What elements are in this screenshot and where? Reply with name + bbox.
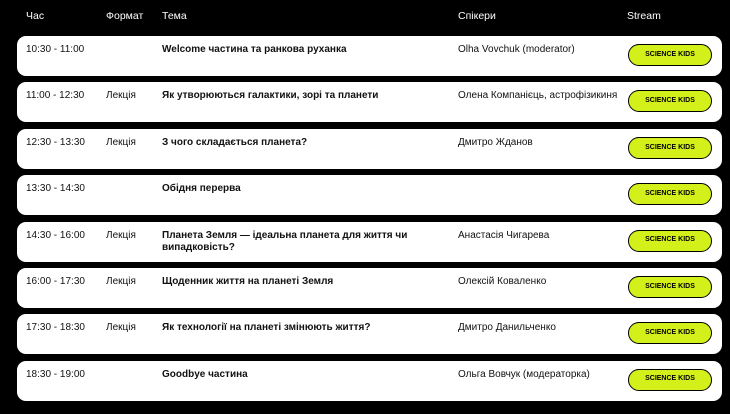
stream-button[interactable]: SCIENCE KIDS (628, 276, 712, 298)
stream-button[interactable]: SCIENCE KIDS (628, 230, 712, 252)
session-format: Лекція (106, 275, 136, 287)
schedule-row (17, 82, 722, 122)
stream-button[interactable]: SCIENCE KIDS (628, 90, 712, 112)
header-stream: Stream (627, 10, 661, 22)
header-speakers: Спікери (458, 10, 496, 22)
schedule-row (17, 175, 722, 215)
schedule-list (17, 36, 722, 407)
schedule-row (17, 314, 722, 354)
session-topic: Goodbye частина (162, 368, 248, 380)
session-topic: Щоденник життя на планеті Земля (162, 275, 334, 287)
header-time: Час (26, 10, 45, 22)
session-time: 17:30 - 18:30 (26, 322, 85, 334)
session-time: 11:00 - 12:30 (26, 90, 85, 102)
session-format: Лекція (106, 90, 136, 102)
session-time: 14:30 - 16:00 (26, 229, 85, 241)
session-speaker: Олена Компанієць, астрофізикиня (458, 90, 618, 102)
schedule-row (17, 222, 722, 262)
session-format: Лекція (106, 229, 136, 241)
session-time: 10:30 - 11:00 (26, 44, 85, 55)
stream-button[interactable]: SCIENCE KIDS (628, 322, 712, 344)
header-topic: Тема (162, 10, 187, 22)
schedule-row (17, 268, 722, 308)
header-format: Формат (106, 10, 144, 22)
stream-button[interactable]: SCIENCE KIDS (628, 183, 712, 205)
schedule-header (0, 10, 730, 24)
session-speaker: Дмитро Жданов (458, 136, 533, 148)
session-speaker: Анастасія Чигарева (458, 229, 550, 241)
session-format: Лекція (106, 322, 136, 334)
session-time: 18:30 - 19:00 (26, 368, 85, 380)
session-topic: З чого складається планета? (162, 136, 308, 148)
schedule-row (17, 361, 722, 401)
session-topic: Як технології на планеті змінюють життя? (162, 322, 371, 334)
session-time: 12:30 - 13:30 (26, 136, 85, 148)
stream-button[interactable]: SCIENCE KIDS (628, 369, 712, 391)
session-topic: Обідня перерва (162, 183, 241, 195)
stream-button[interactable]: SCIENCE KIDS (628, 44, 712, 66)
session-topic: Welcome частина та ранкова руханка (162, 44, 347, 55)
schedule-row (17, 129, 722, 169)
session-topic: Як утворюються галактики, зорі та планети (162, 90, 379, 102)
session-time: 16:00 - 17:30 (26, 275, 85, 287)
session-speaker: Olha Vovchuk (moderator) (458, 44, 575, 55)
schedule-row (17, 36, 722, 76)
session-speaker: Олексій Коваленко (458, 275, 547, 287)
session-topic: Планета Земля — ідеальна планета для життя чи випадковість? (162, 229, 408, 254)
session-format: Лекція (106, 136, 136, 148)
stream-button[interactable]: SCIENCE KIDS (628, 137, 712, 159)
session-speaker: Ольга Вовчук (модераторка) (458, 368, 590, 380)
session-speaker: Дмитро Данильченко (458, 322, 556, 334)
session-time: 13:30 - 14:30 (26, 183, 85, 195)
